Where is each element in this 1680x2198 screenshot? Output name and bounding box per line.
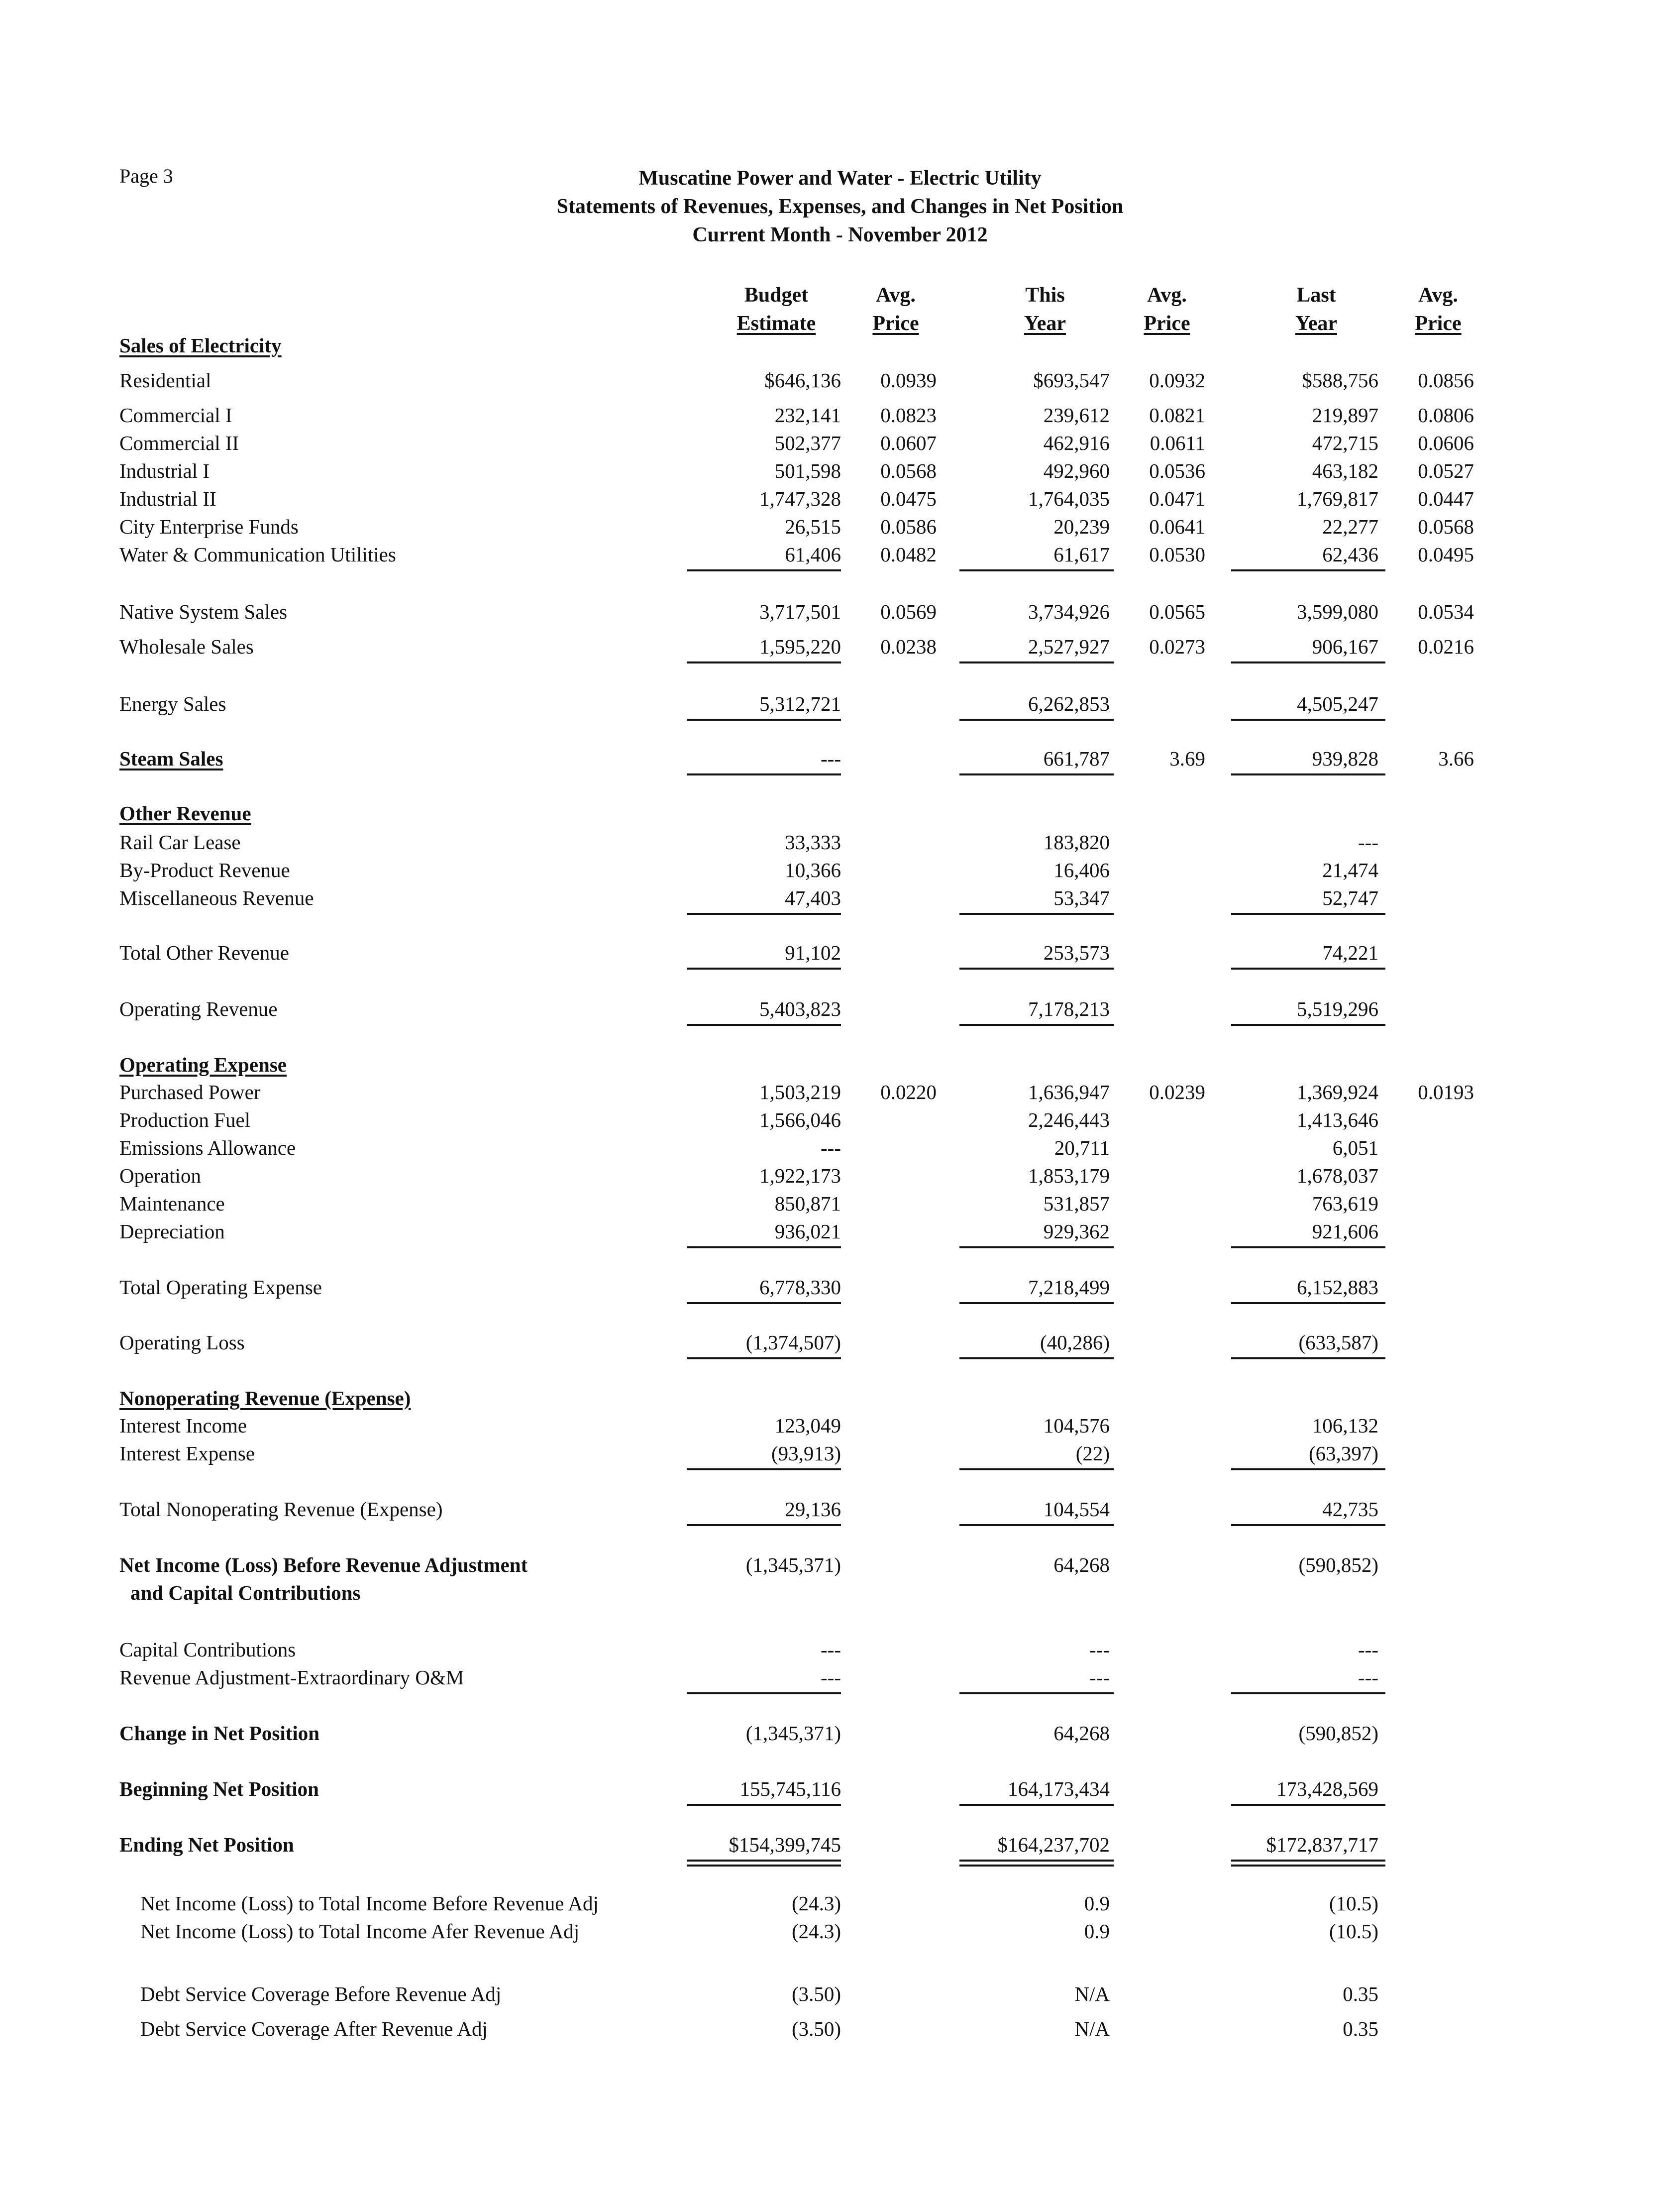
section-title: Sales of Electricity [119,334,282,357]
total-underline [687,719,841,721]
last-year-value: 1,678,037 [1297,1164,1378,1187]
last-year-value: --- [1358,1666,1378,1689]
row-label: Debt Service Coverage Before Revenue Adj [140,1982,502,2005]
budget-avg-price: 0.0569 [880,600,937,623]
total-underline [1231,1357,1385,1359]
row-label: Maintenance [119,1192,225,1215]
this-year-value: 0.9 [1084,1920,1110,1943]
row-label: Energy Sales [119,692,226,715]
total-underline [1231,719,1385,721]
last-year-value: $172,837,717 [1266,1833,1378,1856]
col-header-line1: This [1025,284,1065,307]
statement-row-ni-ratio-after [0,1919,1680,1949]
this-year-avg-price: 0.0530 [1149,543,1205,566]
statement-row-dsc-before [0,1982,1680,2012]
total-underline [1231,913,1385,915]
row-label: Depreciation [119,1220,225,1243]
total-underline [959,1468,1114,1470]
total-underline [1231,1524,1385,1526]
total-underline [959,1246,1114,1248]
total-underline [1231,661,1385,663]
col-header-line1: Last [1296,284,1336,307]
total-underline [1231,773,1385,775]
row-label: By-Product Revenue [119,859,290,881]
row-label: Revenue Adjustment-Extraordinary O&M [119,1666,464,1689]
last-year-value: --- [1358,1638,1378,1661]
total-underline [959,569,1114,571]
budget-value: 5,403,823 [759,997,841,1020]
total-underline [687,968,841,970]
last-year-value: 1,413,646 [1297,1108,1378,1131]
budget-value: 10,366 [785,859,841,881]
this-year-avg-price: 0.0536 [1149,459,1205,482]
col-header-line1: Avg. [876,284,916,307]
statement-row-industrial-1 [0,459,1680,489]
col-header-line2: Price [872,312,919,335]
this-year-value: 3,734,926 [1028,600,1110,623]
last-year-value: 939,828 [1312,747,1378,770]
last-year-value: 1,369,924 [1297,1081,1378,1103]
page-number: Page 3 [119,165,173,187]
total-underline [687,1804,841,1806]
statement-row-operating-revenue [0,997,1680,1027]
budget-value: 1,922,173 [759,1164,841,1187]
this-year-value: 53,347 [1053,886,1110,909]
last-year-value: (633,587) [1298,1331,1378,1354]
row-label: City Enterprise Funds [119,515,299,538]
total-underline [1231,1692,1385,1694]
total-underline [1231,569,1385,571]
total-underline [959,719,1114,721]
this-year-value: 239,612 [1043,404,1110,427]
row-label: Steam Sales [119,747,223,770]
budget-value: (93,913) [771,1442,841,1465]
this-year-value: 661,787 [1043,747,1110,770]
double-underline [687,1860,841,1862]
budget-value: 232,141 [774,404,841,427]
this-year-value: 1,636,947 [1028,1081,1110,1103]
total-underline [959,1692,1114,1694]
budget-value: --- [821,1666,841,1689]
row-label: Beginning Net Position [119,1777,319,1800]
this-year-value: 16,406 [1053,859,1110,881]
budget-avg-price: 0.0568 [880,459,937,482]
col-header-line1: Avg. [1147,284,1187,307]
this-year-value: 0.9 [1084,1892,1110,1915]
section-heading [0,1053,1680,1083]
this-year-value: 2,246,443 [1028,1108,1110,1131]
row-label: Total Other Revenue [119,941,289,964]
last-year-avg-price: 0.0534 [1418,600,1474,623]
statement-row-misc-revenue [0,886,1680,916]
col-header-line2: Estimate [736,312,816,335]
total-underline [959,1302,1114,1304]
row-label: Miscellaneous Revenue [119,886,314,909]
last-year-value: 0.35 [1343,1982,1378,2005]
col-header-line2: Year [1295,312,1337,335]
budget-value: (3.50) [791,2017,841,2040]
budget-value: 850,871 [774,1192,841,1215]
this-year-value: --- [1089,1666,1110,1689]
last-year-avg-price: 0.0527 [1418,459,1474,482]
last-year-value: 0.35 [1343,2017,1378,2040]
total-underline [687,1692,841,1694]
this-year-value: 104,554 [1043,1498,1110,1521]
budget-avg-price: 0.0939 [880,369,937,392]
report-subtitle: Statements of Revenues, Expenses, and Changes in Net Position [556,195,1124,218]
col-header-this-year [1000,281,1090,338]
total-underline [1231,1302,1385,1304]
total-underline [687,569,841,571]
last-year-value: 219,897 [1312,404,1378,427]
last-year-avg-price: 0.0447 [1418,487,1474,510]
last-year-value: 1,769,817 [1297,487,1378,510]
last-year-value: 463,182 [1312,459,1378,482]
statement-row-steam-sales [0,747,1680,776]
row-label: Debt Service Coverage After Revenue Adj [140,2017,488,2040]
last-year-value: 3,599,080 [1297,600,1378,623]
statement-row-net-income-before [0,1553,1680,1604]
statement-row-energy-sales [0,692,1680,722]
budget-value: 3,717,501 [759,600,841,623]
total-underline [1231,1024,1385,1026]
this-year-avg-price: 0.0239 [1149,1081,1205,1103]
statement-row-maintenance [0,1192,1680,1221]
this-year-value: N/A [1074,2017,1110,2040]
double-underline [1231,1860,1385,1862]
statement-row-interest-expense [0,1441,1680,1471]
row-label: Operating Revenue [119,997,278,1020]
last-year-value: 22,277 [1322,515,1378,538]
row-label: Net Income (Loss) to Total Income Afer Revenue Adj [140,1920,580,1943]
this-year-value: 1,764,035 [1028,487,1110,510]
budget-value: 61,406 [785,543,841,566]
total-underline [959,1804,1114,1806]
this-year-value: 7,178,213 [1028,997,1110,1020]
last-year-avg-price: 0.0495 [1418,543,1474,566]
budget-value: 29,136 [785,1498,841,1521]
report-title: Muscatine Power and Water - Electric Utility [638,167,1042,190]
total-underline [1231,1468,1385,1470]
total-underline [687,773,841,775]
statement-row-production-fuel [0,1108,1680,1138]
total-underline [959,1024,1114,1026]
statement-row-water-comm [0,543,1680,572]
col-header-line1: Budget [744,284,809,307]
row-label: Capital Contributions [119,1638,296,1661]
budget-avg-price: 0.0482 [880,543,937,566]
statement-row-dsc-after [0,2017,1680,2047]
statement-row-purchased-power [0,1080,1680,1110]
this-year-value: 164,173,434 [1008,1777,1110,1800]
last-year-avg-price: 0.0568 [1418,515,1474,538]
this-year-avg-price: 0.0821 [1149,404,1205,427]
last-year-avg-price: 0.0606 [1418,432,1474,454]
this-year-value: 6,262,853 [1028,692,1110,715]
this-year-avg-price: 0.0932 [1149,369,1205,392]
statement-row-total-opex [0,1275,1680,1305]
budget-value: 47,403 [785,886,841,909]
budget-value: --- [821,1136,841,1159]
budget-value: 123,049 [774,1414,841,1437]
row-label: Rail Car Lease [119,831,241,854]
this-year-value: (22) [1075,1442,1110,1465]
statement-row-beginning-net-position [0,1777,1680,1807]
report-header [0,164,1680,249]
budget-value: 91,102 [785,941,841,964]
statement-row-emissions [0,1136,1680,1166]
total-underline [959,1524,1114,1526]
budget-avg-price: 0.0607 [880,432,937,454]
row-label: Water & Communication Utilities [119,543,396,566]
last-year-avg-price: 0.0806 [1418,404,1474,427]
row-label: Interest Expense [119,1442,255,1465]
row-label: Residential [119,369,211,392]
budget-value: (24.3) [791,1892,841,1915]
statement-row-operation [0,1164,1680,1194]
total-underline [959,913,1114,915]
this-year-value: 20,711 [1054,1136,1110,1159]
budget-value: --- [821,747,841,770]
budget-value: 1,566,046 [759,1108,841,1131]
section-heading [0,1386,1680,1416]
double-underline [959,1865,1114,1867]
double-underline [687,1865,841,1867]
statement-row-operating-loss [0,1330,1680,1360]
row-label-continued: and Capital Contributions [130,1581,361,1604]
last-year-value: 74,221 [1322,941,1378,964]
this-year-value: N/A [1074,1982,1110,2005]
this-year-value: --- [1089,1638,1110,1661]
row-label: Interest Income [119,1414,247,1437]
this-year-value: 7,218,499 [1028,1276,1110,1299]
row-label: Total Operating Expense [119,1276,322,1299]
last-year-value: 52,747 [1322,886,1378,909]
budget-value: 5,312,721 [759,692,841,715]
statement-row-commercial-1 [0,403,1680,433]
statement-row-revenue-adj [0,1665,1680,1695]
statement-row-native-system [0,600,1680,630]
last-year-value: 6,152,883 [1297,1276,1378,1299]
statement-row-capital-contrib [0,1638,1680,1667]
row-label: Operation [119,1164,201,1187]
statement-row-by-product [0,858,1680,888]
last-year-value: 906,167 [1312,635,1378,658]
row-label: Emissions Allowance [119,1136,296,1159]
this-year-value: $693,547 [1033,369,1110,392]
last-year-value: 5,519,296 [1297,997,1378,1020]
this-year-avg-price: 3.69 [1169,747,1205,770]
last-year-avg-price: 3.66 [1438,747,1474,770]
total-underline [1231,1246,1385,1248]
row-label: Operating Loss [119,1331,245,1354]
report-period: Current Month - November 2012 [692,223,988,246]
this-year-value: 183,820 [1043,831,1110,854]
double-underline [959,1860,1114,1862]
budget-value: $154,399,745 [729,1833,841,1856]
last-year-value: (590,852) [1298,1553,1378,1576]
col-header-this-price [1132,281,1202,338]
last-year-value: (63,397) [1308,1442,1378,1465]
statement-row-interest-income [0,1414,1680,1443]
last-year-value: 42,735 [1322,1498,1378,1521]
budget-value: (1,345,371) [745,1722,841,1745]
section-title: Other Revenue [119,802,251,825]
total-underline [1231,968,1385,970]
last-year-value: 921,606 [1312,1220,1378,1243]
last-year-value: 6,051 [1332,1136,1378,1159]
total-underline [687,1468,841,1470]
col-header-budget [722,281,831,338]
budget-value: 155,745,116 [739,1777,841,1800]
col-header-line2: Price [1144,312,1190,335]
row-label: Change in Net Position [119,1722,320,1745]
statement-row-change-net-position [0,1721,1680,1751]
total-underline [687,913,841,915]
statement-row-industrial-2 [0,487,1680,517]
budget-value: (3.50) [791,1982,841,2005]
statement-row-ending-net-position [0,1833,1680,1863]
this-year-value: 104,576 [1043,1414,1110,1437]
budget-value: 6,778,330 [759,1276,841,1299]
row-label: Industrial I [119,459,210,482]
row-label: Net Income (Loss) Before Revenue Adjustment [119,1553,528,1576]
this-year-avg-price: 0.0471 [1149,487,1205,510]
section-title: Operating Expense [119,1053,287,1076]
this-year-avg-price: 0.0273 [1149,635,1205,658]
this-year-value: 61,617 [1053,543,1110,566]
total-underline [959,773,1114,775]
last-year-avg-price: 0.0193 [1418,1081,1474,1103]
last-year-avg-price: 0.0856 [1418,369,1474,392]
row-label: Total Nonoperating Revenue (Expense) [119,1498,443,1521]
statement-row-total-other [0,941,1680,971]
last-year-value: --- [1358,831,1378,854]
this-year-value: $164,237,702 [997,1833,1110,1856]
this-year-value: 462,916 [1043,432,1110,454]
budget-value: (1,345,371) [745,1553,841,1576]
this-year-value: 253,573 [1043,941,1110,964]
total-underline [687,1246,841,1248]
last-year-value: (590,852) [1298,1722,1378,1745]
col-header-last-year [1271,281,1361,338]
last-year-value: 106,132 [1312,1414,1378,1437]
budget-value: (24.3) [791,1920,841,1943]
total-underline [687,1357,841,1359]
section-heading [0,801,1680,831]
double-underline [1231,1865,1385,1867]
last-year-value: $588,756 [1302,369,1378,392]
total-underline [1231,1804,1385,1806]
this-year-avg-price: 0.0565 [1149,600,1205,623]
this-year-value: 929,362 [1043,1220,1110,1243]
budget-avg-price: 0.0238 [880,635,937,658]
last-year-value: 4,505,247 [1297,692,1378,715]
row-label: Commercial I [119,404,232,427]
col-header-line2: Year [1024,312,1066,335]
row-label: Ending Net Position [119,1833,294,1856]
budget-value: 1,595,220 [759,635,841,658]
budget-avg-price: 0.0475 [880,487,937,510]
this-year-value: 492,960 [1043,459,1110,482]
last-year-value: 763,619 [1312,1192,1378,1215]
this-year-value: 64,268 [1053,1553,1110,1576]
last-year-value: (10.5) [1329,1892,1378,1915]
total-underline [687,1524,841,1526]
last-year-value: 62,436 [1322,543,1378,566]
row-label: Native System Sales [119,600,288,623]
statement-row-depreciation [0,1219,1680,1249]
row-label: Net Income (Loss) to Total Income Before Revenue Adj [140,1892,599,1915]
budget-value: --- [821,1638,841,1661]
statement-row-city-enterprise [0,515,1680,545]
statement-row-wholesale [0,635,1680,664]
budget-value: 501,598 [774,459,841,482]
this-year-value: 64,268 [1053,1722,1110,1745]
total-underline [959,1357,1114,1359]
row-label: Purchased Power [119,1081,261,1103]
this-year-value: 2,527,927 [1028,635,1110,658]
row-label: Commercial II [119,432,239,454]
budget-value: 502,377 [774,432,841,454]
budget-avg-price: 0.0586 [880,515,937,538]
statement-row-ni-ratio-before [0,1891,1680,1921]
budget-value: 1,747,328 [759,487,841,510]
budget-avg-price: 0.0220 [880,1081,937,1103]
this-year-value: 531,857 [1043,1192,1110,1215]
last-year-value: 173,428,569 [1276,1777,1378,1800]
row-label: Industrial II [119,487,216,510]
section-title: Nonoperating Revenue (Expense) [119,1387,411,1410]
total-underline [687,661,841,663]
budget-value: (1,374,507) [745,1331,841,1354]
this-year-value: 1,853,179 [1028,1164,1110,1187]
budget-value: 26,515 [785,515,841,538]
this-year-value: (40,286) [1040,1331,1110,1354]
this-year-avg-price: 0.0611 [1150,432,1205,454]
statement-row-total-nonop [0,1497,1680,1527]
col-header-line1: Avg. [1418,284,1458,307]
col-header-budget-price [861,281,931,338]
budget-value: 33,333 [785,831,841,854]
last-year-value: 21,474 [1322,859,1378,881]
last-year-value: (10.5) [1329,1920,1378,1943]
total-underline [959,968,1114,970]
row-label: Wholesale Sales [119,635,254,658]
statement-row-commercial-2 [0,431,1680,461]
total-underline [959,661,1114,663]
total-underline [687,1302,841,1304]
this-year-value: 20,239 [1053,515,1110,538]
budget-value: $646,136 [764,369,841,392]
this-year-avg-price: 0.0641 [1149,515,1205,538]
col-header-line2: Price [1415,312,1462,335]
last-year-avg-price: 0.0216 [1418,635,1474,658]
budget-value: 936,021 [774,1220,841,1243]
budget-avg-price: 0.0823 [880,404,937,427]
budget-value: 1,503,219 [759,1081,841,1103]
col-header-last-price [1403,281,1473,338]
section-heading [0,333,1680,363]
statement-row-residential [0,368,1680,398]
row-label: Production Fuel [119,1108,251,1131]
total-underline [687,1024,841,1026]
last-year-value: 472,715 [1312,432,1378,454]
statement-row-rail-car [0,830,1680,860]
